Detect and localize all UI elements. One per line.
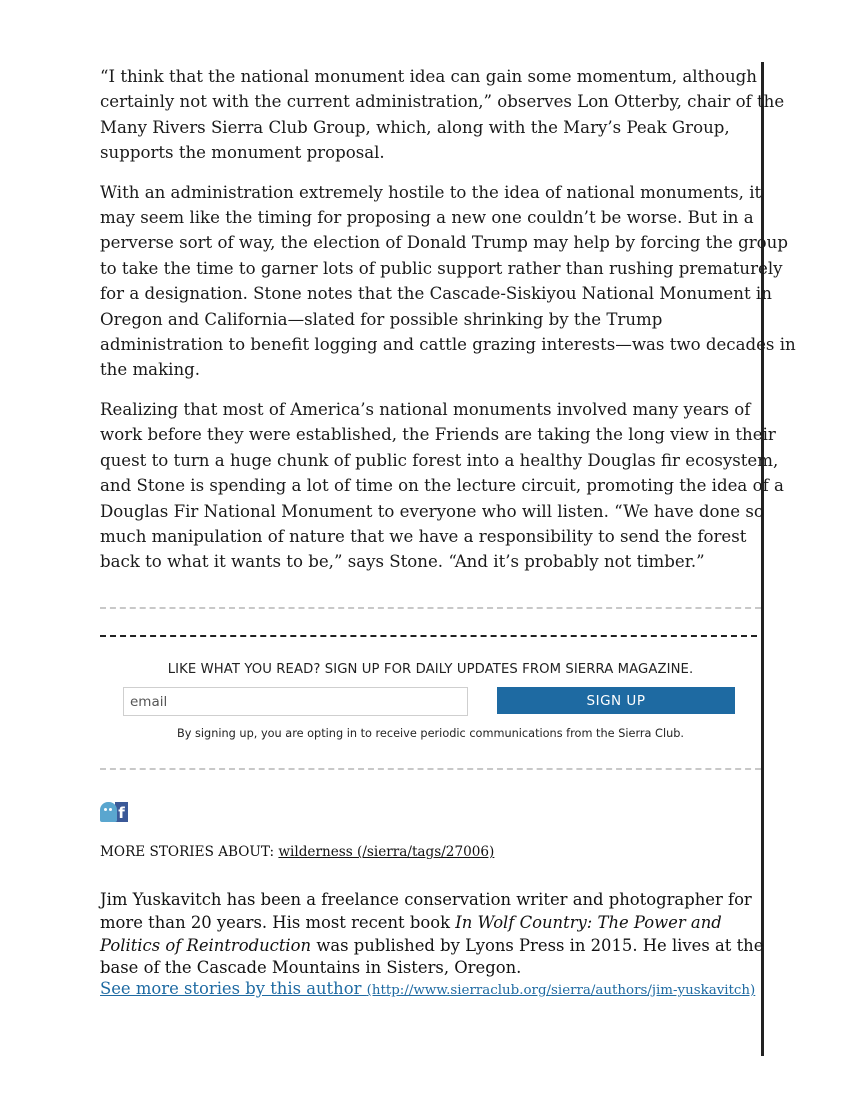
text-line: back to what it wants to be,” says Stone. “And it’s probably not timber.”: [100, 552, 705, 572]
divider-dashed: [100, 635, 757, 637]
bio-line: [100, 935, 764, 958]
text-line: administration to benefit logging and cattle grazing interests—was two decades in: [100, 335, 796, 355]
ghost-icon[interactable]: [100, 802, 117, 822]
text-line: With an administration extremely hostile to the idea of national monuments, it: [100, 182, 762, 202]
text-line: Many Rivers Sierra Club Group, which, along with the Mary’s Peak Group,: [100, 117, 730, 137]
text-line: supports the monument proposal.: [100, 143, 385, 163]
divider-top: [100, 607, 761, 609]
text-line: Douglas Fir National Monument to everyone who will listen. “We have done so: [100, 501, 764, 521]
paragraph-1: [100, 64, 785, 166]
tags-label: MORE STORIES ABOUT:: [100, 844, 275, 860]
text-line: may seem like the timing for proposing a new one couldn’t be worse. But in a: [100, 208, 754, 228]
text-line: the making.: [100, 360, 201, 380]
text-line: quest to turn a huge chunk of public forest into a healthy Douglas fir ecosystem,: [100, 450, 779, 470]
text-line: for a designation. Stone notes that the Cascade-Siskiyou National Monument in: [100, 284, 772, 304]
email-input[interactable]: [123, 687, 468, 716]
signup-heading: LIKE WHAT YOU READ? SIGN UP FOR DAILY UPDATES FROM SIERRA MAGAZINE.: [167, 662, 694, 677]
article-body: [100, 64, 796, 589]
text-line: perverse sort of way, the election of Donald Trump may help by forcing the group: [100, 233, 788, 253]
author-stories-link[interactable]: [100, 979, 755, 998]
text-line: to take the time to garner lots of public support rather than rushing prematurely: [100, 258, 783, 278]
bio-line: base of the Cascade Mountains in Sisters, Oregon.: [100, 958, 522, 978]
text-line: “I think that the national monument idea can gain some momentum, although: [100, 67, 757, 86]
author-bio: [100, 889, 764, 980]
bio-text: was published by Lyons Press in 2015. He lives at the: [311, 935, 764, 955]
more-stories-tags: [100, 844, 494, 860]
author-link-url: (http://www.sierraclub.org/sierra/authors/jim-yuskavitch): [366, 983, 756, 998]
sign-up-button[interactable]: SIGN UP: [497, 687, 735, 714]
bio-line: Jim Yuskavitch has been a freelance conservation writer and photographer for: [100, 890, 752, 909]
bio-text: more than 20 years. His most recent book: [100, 912, 456, 932]
divider-bottom: [100, 768, 761, 770]
paragraph-3: [100, 397, 784, 575]
book-title: In Wolf Country: The Power and: [455, 912, 722, 932]
text-line: work before they were established, the Friends are taking the long view in their: [100, 425, 776, 445]
text-line: certainly not with the current administration,” observes Lon Otterby, chair of the: [100, 92, 785, 112]
text-line: Oregon and California—slated for possible shrinking by the Trump: [100, 309, 663, 329]
social-icons: [100, 802, 128, 822]
text-line: and Stone is spending a lot of time on the lecture circuit, promoting the idea of a: [100, 476, 784, 496]
text-line: Realizing that most of America’s national monuments involved many years of: [100, 399, 751, 419]
signup-disclaimer: By signing up, you are opting in to receive periodic communications from the Sierra Club.: [176, 727, 685, 740]
author-link-label: See more stories by this author: [100, 979, 367, 998]
paragraph-2: [100, 180, 796, 383]
text-line: much manipulation of nature that we have a responsibility to send the forest: [100, 526, 747, 546]
book-title: Politics of Reintroduction: [100, 935, 312, 955]
facebook-icon[interactable]: f: [115, 802, 128, 822]
bio-line: [100, 912, 764, 935]
tag-link-wilderness[interactable]: wilderness (/sierra/tags/27006): [278, 844, 495, 860]
